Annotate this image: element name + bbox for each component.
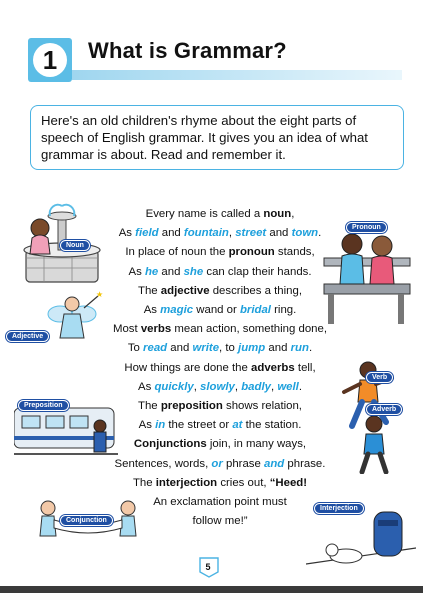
poem-text: shows relation, xyxy=(222,400,302,413)
title-underline-bar xyxy=(72,70,402,80)
poem-text: In place of noun the xyxy=(125,246,229,259)
poem-text: stands, xyxy=(274,246,315,259)
adjective-label: Adjective xyxy=(6,331,49,342)
example-word: magic xyxy=(160,304,194,317)
part-of-speech-term: preposition xyxy=(160,400,223,413)
part-of-speech-term: interjection xyxy=(155,476,218,489)
poem-line xyxy=(95,416,345,435)
poem-text: As xyxy=(128,265,145,278)
part-of-speech-term: pronoun xyxy=(228,246,275,259)
poem-line xyxy=(95,301,345,320)
poem-text: , xyxy=(228,227,236,240)
poem-line xyxy=(95,282,345,301)
example-word: she xyxy=(183,265,204,278)
pronoun-bench-illustration xyxy=(318,222,418,332)
poem-text: As xyxy=(118,227,136,240)
svg-text:★: ★ xyxy=(96,290,104,299)
poem-text: tell, xyxy=(294,361,316,374)
poem-line xyxy=(95,205,345,224)
example-word: or xyxy=(211,457,223,470)
example-word: at xyxy=(232,419,243,432)
example-word: quickly xyxy=(154,380,194,393)
poem-text: ring. xyxy=(270,304,297,317)
example-word: jump xyxy=(238,342,266,355)
chapter-number: 1 xyxy=(33,43,67,77)
poem-text: An exclamation point must xyxy=(153,496,287,509)
poem-text: phrase xyxy=(222,457,264,470)
poem-text: Every name is called a xyxy=(145,208,264,220)
poem-line xyxy=(95,397,345,416)
adverb-walking-child-illustration xyxy=(350,412,400,474)
poem-text: join, in many ways, xyxy=(206,438,307,451)
poem-text: , to xyxy=(219,342,239,355)
example-word: slowly xyxy=(200,380,235,393)
poem-text: and xyxy=(167,342,193,355)
poem-text: . xyxy=(308,342,313,355)
poem-text: The xyxy=(137,284,161,297)
poem-text: the station. xyxy=(242,419,302,432)
page-title: What is Grammar? xyxy=(88,38,287,63)
poem-text: and xyxy=(158,265,184,278)
part-of-speech-term: verbs xyxy=(140,323,172,336)
poem-text: and xyxy=(158,227,184,240)
poem-text: can clap their hands. xyxy=(203,265,312,278)
poem-text: wand or xyxy=(193,304,240,317)
example-word: run xyxy=(290,342,309,355)
poem-text: follow me!” xyxy=(192,515,248,528)
poem-text: mean action, something done, xyxy=(171,323,328,336)
poem-text: phrase. xyxy=(284,457,326,470)
poem-line xyxy=(95,435,345,454)
example-word: field xyxy=(135,227,159,240)
part-of-speech-term: noun xyxy=(263,208,292,220)
example-word: bridal xyxy=(239,304,271,317)
example-word: badly xyxy=(241,380,271,393)
poem-text: As xyxy=(138,419,156,432)
pronoun-label: Pronoun xyxy=(346,222,387,233)
poem-line xyxy=(95,378,345,397)
example-word: in xyxy=(155,419,166,432)
poem-text: As xyxy=(137,380,155,393)
poem-text: , xyxy=(193,380,201,393)
poem-line xyxy=(95,243,345,262)
verb-label: Verb xyxy=(366,372,393,383)
poem-text: . xyxy=(298,380,303,393)
interjection-label: Interjection xyxy=(314,503,364,514)
poem-line xyxy=(95,359,345,378)
poem xyxy=(95,205,345,531)
poem-line xyxy=(95,263,345,282)
poem-text: To xyxy=(127,342,144,355)
adverb-label: Adverb xyxy=(366,404,402,415)
part-of-speech-term: Conjunctions xyxy=(133,438,207,451)
poem-text: Most xyxy=(112,323,141,336)
preposition-label: Preposition xyxy=(18,400,69,411)
poem-text: , xyxy=(234,380,242,393)
example-word: well xyxy=(277,380,299,393)
poem-text: , xyxy=(270,380,278,393)
adjective-fairy-illustration xyxy=(44,288,104,348)
part-of-speech-term: adjective xyxy=(160,284,210,297)
poem-line xyxy=(95,320,345,339)
poem-text: describes a thing, xyxy=(209,284,302,297)
example-word: he xyxy=(144,265,159,278)
poem-text: Sentences, words, xyxy=(114,457,212,470)
poem-text: the street or xyxy=(165,419,233,432)
poem-text: The xyxy=(132,476,156,489)
poem-text: , xyxy=(291,208,295,220)
example-word: fountain xyxy=(183,227,229,240)
poem-text: The xyxy=(138,400,161,413)
poem-text: . xyxy=(318,227,322,240)
example-word: and xyxy=(264,457,285,470)
example-word: town xyxy=(291,227,319,240)
example-word: read xyxy=(143,342,168,355)
poem-text: and xyxy=(266,227,292,240)
poem-line xyxy=(95,224,345,243)
poem-line xyxy=(95,455,345,474)
example-word: write xyxy=(192,342,220,355)
part-of-speech-term: “Heed! xyxy=(269,476,308,489)
poem-line xyxy=(95,474,345,493)
example-word: street xyxy=(235,227,267,240)
chapter-badge xyxy=(28,38,72,82)
intro-box: Here's an old children's rhyme about the eight parts of speech of English grammar. It gives you an idea of what grammar is about. Read and remember it. xyxy=(30,105,404,170)
conjunction-label: Conjunction xyxy=(60,515,113,526)
part-of-speech-term: adverbs xyxy=(251,361,295,374)
poem-text: As xyxy=(143,304,161,317)
poem-line xyxy=(95,339,345,358)
poem-text: How things are done the xyxy=(124,361,252,374)
noun-label: Noun xyxy=(60,240,90,251)
page-number: 5 xyxy=(205,562,211,572)
poem-text: and xyxy=(265,342,291,355)
footer-bar xyxy=(0,586,423,593)
poem-text: cries out, xyxy=(217,476,270,489)
